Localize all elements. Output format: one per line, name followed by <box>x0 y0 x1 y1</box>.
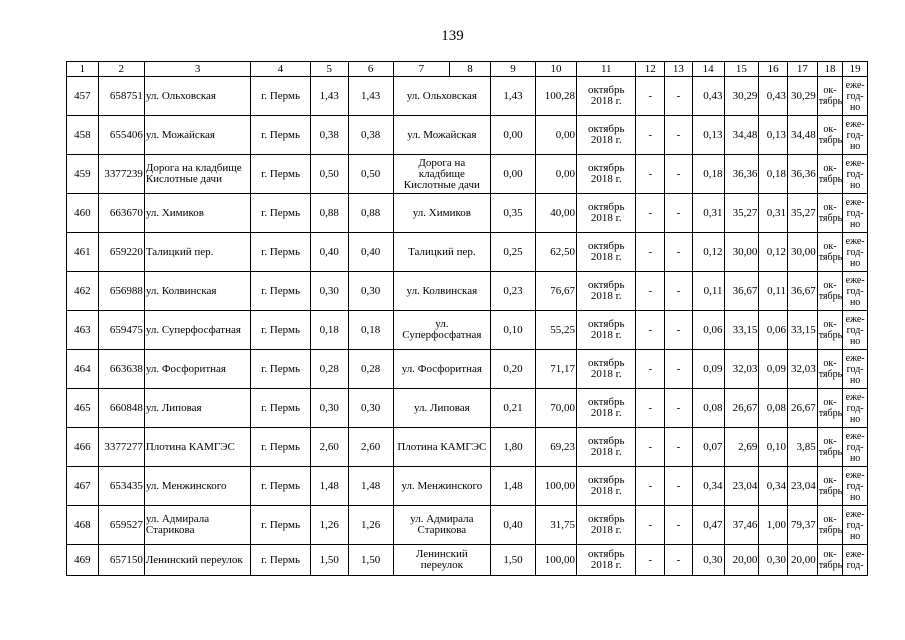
cell-c10: 70,00 <box>536 389 577 428</box>
cell-c16: 0,09 <box>759 350 788 389</box>
cell-c14: 0,34 <box>692 467 724 506</box>
column-header: 8 <box>450 62 491 77</box>
cell-c6: 0,28 <box>348 350 393 389</box>
cell-name2: ул. Можайская <box>393 116 490 155</box>
column-header: 9 <box>491 62 536 77</box>
cell-c17: 36,36 <box>787 155 817 194</box>
cell-c19: еже-год-но <box>843 194 868 233</box>
cell-c10: 100,00 <box>536 545 577 576</box>
cell-c5: 0,18 <box>310 311 348 350</box>
cell-c17: 23,04 <box>787 467 817 506</box>
cell-c17: 32,03 <box>787 350 817 389</box>
cell-city: г. Пермь <box>251 77 310 116</box>
cell-c14: 0,43 <box>692 77 724 116</box>
cell-c10: 0,00 <box>536 155 577 194</box>
cell-c5: 0,50 <box>310 155 348 194</box>
table-row <box>67 116 868 155</box>
cell-c17: 20,00 <box>787 545 817 576</box>
table-row <box>67 467 868 506</box>
cell-name2: ул. Липовая <box>393 389 490 428</box>
cell-c15: 20,00 <box>724 545 759 576</box>
cell-c10: 71,17 <box>536 350 577 389</box>
cell-street: ул. Фосфоритная <box>144 350 251 389</box>
cell-city: г. Пермь <box>251 350 310 389</box>
column-header: 4 <box>251 62 310 77</box>
cell-code: 3377277 <box>98 428 144 467</box>
cell-c10: 31,75 <box>536 506 577 545</box>
cell-c13: - <box>665 428 693 467</box>
cell-n: 467 <box>67 467 99 506</box>
cell-c18: ок-тябрь <box>817 350 843 389</box>
cell-c5: 0,38 <box>310 116 348 155</box>
cell-c9: 0,00 <box>491 116 536 155</box>
cell-c13: - <box>665 272 693 311</box>
cell-c19: еже-год-но <box>843 116 868 155</box>
cell-code: 655406 <box>98 116 144 155</box>
cell-c6: 0,40 <box>348 233 393 272</box>
table-row <box>67 194 868 233</box>
cell-street: ул. Менжинского <box>144 467 251 506</box>
cell-c5: 1,50 <box>310 545 348 576</box>
cell-c6: 0,30 <box>348 272 393 311</box>
cell-c9: 1,80 <box>491 428 536 467</box>
table-row <box>67 506 868 545</box>
data-table <box>66 61 868 576</box>
cell-c6: 0,18 <box>348 311 393 350</box>
cell-c14: 0,07 <box>692 428 724 467</box>
cell-c19: еже-год-но <box>843 311 868 350</box>
cell-c19: еже-год-но <box>843 77 868 116</box>
cell-c14: 0,08 <box>692 389 724 428</box>
page-number: 139 <box>441 28 464 44</box>
cell-city: г. Пермь <box>251 467 310 506</box>
cell-c13: - <box>665 311 693 350</box>
cell-c9: 0,00 <box>491 155 536 194</box>
cell-name2: ул. Колвинская <box>393 272 490 311</box>
cell-date: октябрь 2018 г. <box>577 389 636 428</box>
cell-c5: 1,48 <box>310 467 348 506</box>
cell-c17: 79,37 <box>787 506 817 545</box>
cell-c15: 2,69 <box>724 428 759 467</box>
table-row <box>67 545 868 576</box>
cell-c12: - <box>636 194 665 233</box>
cell-date: октябрь 2018 г. <box>577 77 636 116</box>
cell-city: г. Пермь <box>251 311 310 350</box>
cell-code: 659527 <box>98 506 144 545</box>
cell-name2: Талицкий пер. <box>393 233 490 272</box>
cell-date: октябрь 2018 г. <box>577 194 636 233</box>
cell-c12: - <box>636 428 665 467</box>
cell-street: ул. Адмирала Старикова <box>144 506 251 545</box>
cell-c6: 0,38 <box>348 116 393 155</box>
table-row <box>67 155 868 194</box>
cell-c12: - <box>636 155 665 194</box>
cell-c16: 0,12 <box>759 233 788 272</box>
cell-name2: ул. Ольховская <box>393 77 490 116</box>
cell-c10: 69,23 <box>536 428 577 467</box>
cell-c18: ок-тябрь <box>817 389 843 428</box>
column-header: 6 <box>348 62 393 77</box>
cell-c18: ок-тябрь <box>817 311 843 350</box>
cell-c5: 1,43 <box>310 77 348 116</box>
cell-c19: еже-год-но <box>843 350 868 389</box>
cell-c5: 1,26 <box>310 506 348 545</box>
column-header: 15 <box>724 62 759 77</box>
cell-c19: еже-год-но <box>843 233 868 272</box>
cell-name2: Ленинский переулок <box>393 545 490 576</box>
cell-code: 663638 <box>98 350 144 389</box>
table-row <box>67 233 868 272</box>
cell-c12: - <box>636 311 665 350</box>
cell-c6: 1,43 <box>348 77 393 116</box>
cell-street: ул. Липовая <box>144 389 251 428</box>
cell-code: 663670 <box>98 194 144 233</box>
cell-code: 653435 <box>98 467 144 506</box>
cell-date: октябрь 2018 г. <box>577 116 636 155</box>
cell-c9: 1,48 <box>491 467 536 506</box>
cell-c18: ок-тябрь <box>817 428 843 467</box>
cell-n: 461 <box>67 233 99 272</box>
cell-c14: 0,18 <box>692 155 724 194</box>
table-row <box>67 428 868 467</box>
cell-c5: 0,30 <box>310 389 348 428</box>
cell-c13: - <box>665 77 693 116</box>
cell-code: 658751 <box>98 77 144 116</box>
cell-n: 469 <box>67 545 99 576</box>
cell-n: 458 <box>67 116 99 155</box>
cell-date: октябрь 2018 г. <box>577 272 636 311</box>
cell-city: г. Пермь <box>251 233 310 272</box>
column-header: 1 <box>67 62 99 77</box>
cell-c19: еже-год- <box>843 545 868 576</box>
cell-name2: ул. Фосфоритная <box>393 350 490 389</box>
cell-c19: еже-год-но <box>843 272 868 311</box>
cell-street: Дорога на кладбище Кислотные дачи <box>144 155 251 194</box>
table-row <box>67 311 868 350</box>
cell-c15: 36,36 <box>724 155 759 194</box>
cell-n: 468 <box>67 506 99 545</box>
cell-c12: - <box>636 350 665 389</box>
column-header: 5 <box>310 62 348 77</box>
cell-c10: 62,50 <box>536 233 577 272</box>
cell-city: г. Пермь <box>251 545 310 576</box>
cell-c6: 0,50 <box>348 155 393 194</box>
cell-c10: 100,28 <box>536 77 577 116</box>
cell-name2: ул. Адмирала Старикова <box>393 506 490 545</box>
table-row <box>67 350 868 389</box>
cell-c16: 0,18 <box>759 155 788 194</box>
cell-code: 660848 <box>98 389 144 428</box>
cell-name2: ул. Химиков <box>393 194 490 233</box>
column-header: 14 <box>692 62 724 77</box>
cell-c14: 0,11 <box>692 272 724 311</box>
cell-name2: Дорога на кладбище Кислотные дачи <box>393 155 490 194</box>
cell-c9: 0,20 <box>491 350 536 389</box>
cell-c19: еже-год-но <box>843 506 868 545</box>
cell-city: г. Пермь <box>251 389 310 428</box>
cell-c5: 0,30 <box>310 272 348 311</box>
column-header: 13 <box>665 62 693 77</box>
cell-c18: ок-тябрь <box>817 233 843 272</box>
cell-date: октябрь 2018 г. <box>577 428 636 467</box>
cell-c18: ок-тябрь <box>817 506 843 545</box>
cell-c15: 36,67 <box>724 272 759 311</box>
column-header: 7 <box>393 62 449 77</box>
cell-c10: 100,00 <box>536 467 577 506</box>
cell-c16: 0,10 <box>759 428 788 467</box>
column-header: 10 <box>536 62 577 77</box>
cell-n: 463 <box>67 311 99 350</box>
cell-c18: ок-тябрь <box>817 155 843 194</box>
cell-city: г. Пермь <box>251 155 310 194</box>
cell-c15: 30,29 <box>724 77 759 116</box>
cell-c10: 55,25 <box>536 311 577 350</box>
cell-c16: 1,00 <box>759 506 788 545</box>
cell-date: октябрь 2018 г. <box>577 350 636 389</box>
cell-code: 656988 <box>98 272 144 311</box>
cell-c12: - <box>636 545 665 576</box>
cell-c6: 0,30 <box>348 389 393 428</box>
cell-n: 462 <box>67 272 99 311</box>
column-header: 2 <box>98 62 144 77</box>
cell-c15: 35,27 <box>724 194 759 233</box>
cell-c6: 1,50 <box>348 545 393 576</box>
cell-c12: - <box>636 467 665 506</box>
cell-code: 659220 <box>98 233 144 272</box>
cell-street: ул. Суперфосфатная <box>144 311 251 350</box>
cell-c12: - <box>636 272 665 311</box>
cell-c16: 0,31 <box>759 194 788 233</box>
cell-c6: 1,48 <box>348 467 393 506</box>
cell-c17: 26,67 <box>787 389 817 428</box>
cell-c5: 0,88 <box>310 194 348 233</box>
cell-c5: 0,40 <box>310 233 348 272</box>
cell-street: ул. Можайская <box>144 116 251 155</box>
cell-date: октябрь 2018 г. <box>577 155 636 194</box>
cell-c16: 0,06 <box>759 311 788 350</box>
cell-city: г. Пермь <box>251 428 310 467</box>
cell-c18: ок-тябрь <box>817 545 843 576</box>
cell-date: октябрь 2018 г. <box>577 506 636 545</box>
cell-c9: 1,50 <box>491 545 536 576</box>
cell-city: г. Пермь <box>251 272 310 311</box>
cell-c13: - <box>665 194 693 233</box>
cell-code: 3377239 <box>98 155 144 194</box>
cell-c16: 0,30 <box>759 545 788 576</box>
column-header: 17 <box>787 62 817 77</box>
cell-c16: 0,34 <box>759 467 788 506</box>
cell-c17: 33,15 <box>787 311 817 350</box>
column-header: 18 <box>817 62 843 77</box>
cell-street: Плотина КАМГЭС <box>144 428 251 467</box>
cell-c15: 23,04 <box>724 467 759 506</box>
cell-c10: 40,00 <box>536 194 577 233</box>
cell-c17: 34,48 <box>787 116 817 155</box>
cell-city: г. Пермь <box>251 506 310 545</box>
cell-city: г. Пермь <box>251 116 310 155</box>
cell-c13: - <box>665 389 693 428</box>
cell-date: октябрь 2018 г. <box>577 467 636 506</box>
cell-c13: - <box>665 233 693 272</box>
cell-c16: 0,43 <box>759 77 788 116</box>
cell-street: Ленинский переулок <box>144 545 251 576</box>
cell-c15: 30,00 <box>724 233 759 272</box>
column-header: 3 <box>144 62 251 77</box>
cell-c9: 0,25 <box>491 233 536 272</box>
cell-c5: 2,60 <box>310 428 348 467</box>
cell-c9: 0,40 <box>491 506 536 545</box>
cell-c15: 32,03 <box>724 350 759 389</box>
cell-name2: ул. Менжинского <box>393 467 490 506</box>
cell-c5: 0,28 <box>310 350 348 389</box>
cell-c16: 0,08 <box>759 389 788 428</box>
cell-c19: еже-год-но <box>843 155 868 194</box>
cell-c6: 0,88 <box>348 194 393 233</box>
cell-c14: 0,47 <box>692 506 724 545</box>
cell-c13: - <box>665 506 693 545</box>
cell-street: ул. Химиков <box>144 194 251 233</box>
table-row <box>67 77 868 116</box>
cell-c12: - <box>636 389 665 428</box>
column-header: 19 <box>843 62 868 77</box>
cell-c18: ок-тябрь <box>817 272 843 311</box>
column-header: 16 <box>759 62 788 77</box>
cell-street: Талицкий пер. <box>144 233 251 272</box>
cell-name2: ул. Суперфосфатная <box>393 311 490 350</box>
cell-c9: 0,21 <box>491 389 536 428</box>
cell-c18: ок-тябрь <box>817 467 843 506</box>
cell-c13: - <box>665 155 693 194</box>
cell-c18: ок-тябрь <box>817 194 843 233</box>
cell-c19: еже-год-но <box>843 428 868 467</box>
cell-date: октябрь 2018 г. <box>577 311 636 350</box>
cell-city: г. Пермь <box>251 194 310 233</box>
cell-n: 460 <box>67 194 99 233</box>
cell-c14: 0,30 <box>692 545 724 576</box>
cell-c19: еже-год-но <box>843 467 868 506</box>
column-header: 12 <box>636 62 665 77</box>
cell-c17: 35,27 <box>787 194 817 233</box>
cell-c17: 3,85 <box>787 428 817 467</box>
cell-c17: 30,00 <box>787 233 817 272</box>
cell-c12: - <box>636 506 665 545</box>
cell-street: ул. Ольховская <box>144 77 251 116</box>
cell-n: 466 <box>67 428 99 467</box>
cell-c19: еже-год-но <box>843 389 868 428</box>
cell-c9: 0,10 <box>491 311 536 350</box>
cell-c14: 0,13 <box>692 116 724 155</box>
cell-c15: 33,15 <box>724 311 759 350</box>
cell-date: октябрь 2018 г. <box>577 545 636 576</box>
cell-name2: Плотина КАМГЭС <box>393 428 490 467</box>
cell-c14: 0,06 <box>692 311 724 350</box>
cell-c17: 36,67 <box>787 272 817 311</box>
cell-c16: 0,11 <box>759 272 788 311</box>
cell-c14: 0,09 <box>692 350 724 389</box>
cell-date: октябрь 2018 г. <box>577 233 636 272</box>
cell-c13: - <box>665 467 693 506</box>
cell-n: 464 <box>67 350 99 389</box>
cell-c15: 34,48 <box>724 116 759 155</box>
cell-code: 659475 <box>98 311 144 350</box>
cell-c17: 30,29 <box>787 77 817 116</box>
cell-n: 465 <box>67 389 99 428</box>
cell-c13: - <box>665 350 693 389</box>
cell-code: 657150 <box>98 545 144 576</box>
column-header: 11 <box>577 62 636 77</box>
cell-c12: - <box>636 116 665 155</box>
cell-n: 459 <box>67 155 99 194</box>
cell-c13: - <box>665 545 693 576</box>
cell-c16: 0,13 <box>759 116 788 155</box>
cell-c6: 1,26 <box>348 506 393 545</box>
cell-c15: 37,46 <box>724 506 759 545</box>
cell-street: ул. Колвинская <box>144 272 251 311</box>
cell-c14: 0,31 <box>692 194 724 233</box>
table-row <box>67 272 868 311</box>
cell-c18: ок-тябрь <box>817 77 843 116</box>
cell-c10: 0,00 <box>536 116 577 155</box>
cell-c13: - <box>665 116 693 155</box>
cell-c15: 26,67 <box>724 389 759 428</box>
cell-c14: 0,12 <box>692 233 724 272</box>
cell-c9: 0,23 <box>491 272 536 311</box>
cell-c9: 1,43 <box>491 77 536 116</box>
cell-c9: 0,35 <box>491 194 536 233</box>
cell-c12: - <box>636 77 665 116</box>
cell-c10: 76,67 <box>536 272 577 311</box>
cell-n: 457 <box>67 77 99 116</box>
cell-c6: 2,60 <box>348 428 393 467</box>
table-row <box>67 389 868 428</box>
column-number-row <box>67 62 868 77</box>
cell-c18: ок-тябрь <box>817 116 843 155</box>
cell-c12: - <box>636 233 665 272</box>
